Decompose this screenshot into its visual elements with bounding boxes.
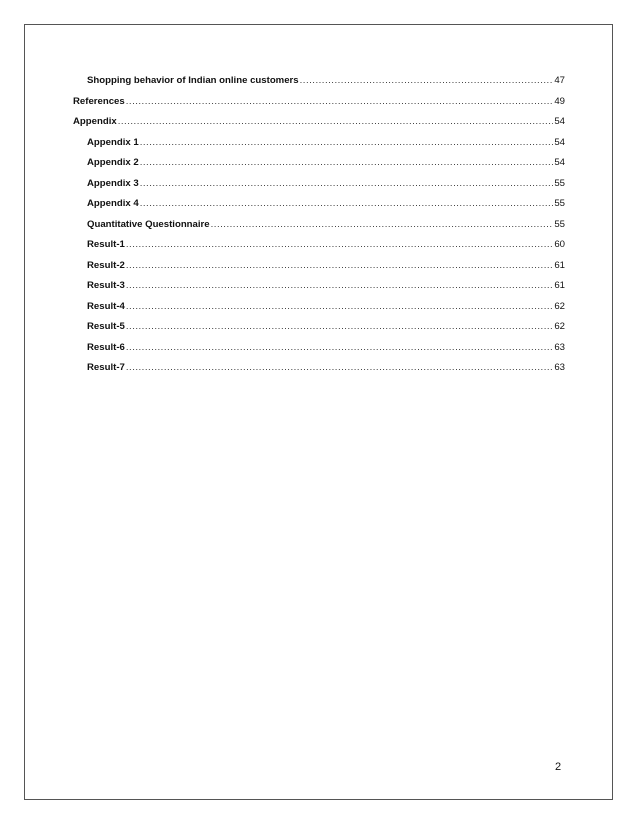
toc-entry[interactable]: [73, 174, 565, 195]
toc-entry-title: Result-7: [87, 362, 125, 373]
toc-entry[interactable]: [73, 133, 565, 154]
toc-entry[interactable]: [73, 92, 565, 113]
toc-entry-page: 63: [554, 341, 565, 353]
toc-entry-page: 49: [554, 95, 565, 107]
toc-entry-page: 55: [554, 177, 565, 189]
toc-entry[interactable]: [73, 358, 565, 379]
toc-dot-leader: [126, 338, 553, 359]
toc-entry[interactable]: [73, 215, 565, 236]
toc-dot-leader: [140, 153, 554, 174]
toc-entry[interactable]: [73, 112, 565, 133]
toc-entry-page: 63: [554, 362, 565, 373]
toc-entry[interactable]: [73, 338, 565, 359]
toc-entry-page: 62: [554, 300, 565, 312]
toc-dot-leader: [126, 235, 553, 256]
toc-entry[interactable]: [73, 297, 565, 318]
toc-entry-title: Appendix: [73, 116, 117, 127]
table-of-contents: [73, 71, 565, 379]
toc-entry-page: 61: [554, 259, 565, 271]
toc-entry[interactable]: [73, 317, 565, 338]
toc-entry-title: Appendix 2: [87, 157, 139, 168]
toc-entry[interactable]: [73, 153, 565, 174]
toc-entry-page: 62: [554, 321, 565, 332]
toc-entry-title: Shopping behavior of Indian online customers: [87, 75, 299, 86]
toc-dot-leader: [140, 194, 554, 215]
toc-entry-title: Result-5: [87, 321, 125, 332]
toc-dot-leader: [126, 317, 553, 338]
toc-entry[interactable]: [73, 256, 565, 277]
toc-dot-leader: [126, 92, 554, 113]
toc-entry-page: 54: [554, 136, 565, 148]
toc-entry[interactable]: [73, 276, 565, 297]
toc-entry-title: Quantitative Questionnaire: [87, 218, 210, 230]
toc-entry-page: 61: [554, 280, 565, 291]
toc-entry-title: References: [73, 95, 125, 107]
toc-dot-leader: [211, 215, 554, 236]
toc-dot-leader: [300, 71, 554, 92]
toc-entry[interactable]: [73, 194, 565, 215]
toc-entry-title: Result-4: [87, 300, 125, 312]
toc-dot-leader: [126, 358, 553, 379]
toc-entry-page: 60: [554, 239, 565, 250]
toc-dot-leader: [126, 256, 553, 277]
page-number: 2: [555, 761, 562, 773]
toc-entry[interactable]: [73, 71, 565, 92]
toc-entry-title: Result-2: [87, 259, 125, 271]
toc-dot-leader: [118, 112, 554, 133]
toc-entry-page: 54: [554, 157, 565, 168]
toc-entry-title: Result-1: [87, 239, 125, 250]
toc-entry-title: Appendix 4: [87, 198, 139, 209]
toc-entry-title: Result-3: [87, 280, 125, 291]
toc-entry-page: 47: [554, 75, 565, 86]
toc-entry-title: Appendix 1: [87, 136, 139, 148]
toc-entry-page: 55: [554, 198, 565, 209]
toc-entry-page: 55: [554, 218, 565, 230]
toc-entry-title: Result-6: [87, 341, 125, 353]
toc-dot-leader: [140, 133, 554, 154]
toc-entry[interactable]: [73, 235, 565, 256]
toc-dot-leader: [126, 297, 553, 318]
toc-dot-leader: [126, 276, 553, 297]
toc-dot-leader: [140, 174, 554, 195]
toc-entry-title: Appendix 3: [87, 177, 139, 189]
toc-entry-page: 54: [554, 116, 565, 127]
